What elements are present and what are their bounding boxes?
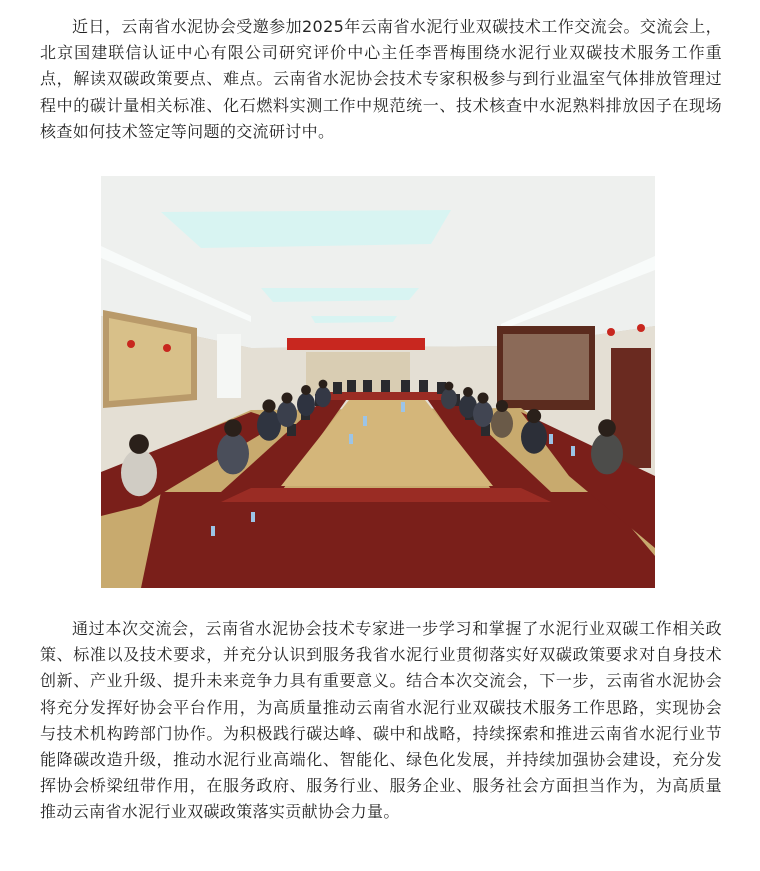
attendee-head: [496, 400, 508, 412]
water-bottle: [251, 512, 255, 522]
lantern: [607, 328, 615, 336]
attendee-head: [301, 385, 311, 395]
attendee: [217, 433, 249, 475]
article-body: [40, 0, 722, 145]
attendee: [521, 420, 547, 454]
lantern: [127, 340, 135, 348]
attendee: [441, 388, 457, 409]
attendee-head: [445, 382, 454, 391]
water-bottle: [401, 402, 405, 412]
attendee: [297, 393, 315, 416]
lantern: [163, 344, 171, 352]
red-banner: [287, 338, 425, 350]
attendee-head: [478, 393, 489, 404]
chair: [381, 380, 390, 392]
attendee-head: [319, 380, 328, 389]
display-cabinet-glass: [503, 334, 589, 400]
attendee-head: [282, 393, 293, 404]
article-body-continued: [40, 616, 722, 826]
water-bottle: [211, 526, 215, 536]
meeting-photo: [101, 176, 655, 588]
attendee: [315, 386, 331, 407]
attendee: [121, 449, 157, 496]
article-paragraph-summary: 通过本次交流会，云南省水泥协会技术专家进一步学习和掌握了水泥行业双碳工作相关政策、标准以及技术要求，并充分认识到服务我省水泥行业贯彻落实好双碳政策要求对自身技术创新、产业升级、提升未来竞争力具有重要意义。结合本次交流会，下一步，云南省水泥协会将充分发挥好协会平台作用，为高质量推动云南省水泥行业双碳技术服务工作思路，实现协会与技术机构跨部门协作。为积极践行碳达峰、碳中和战略，持续探索和推进云南省水泥行业节能降碳改造升级，推动水泥行业高端化、智能化、绿色化发展，并持续加强协会建设，充分发挥协会桥梁纽带作用，在服务政府、服务行业、服务企业、服务社会方面担当作为，为高质量推动云南省水泥行业双碳政策落实贡献协会力量。: [40, 619, 722, 822]
attendee: [473, 401, 493, 427]
conference-table-back: [327, 392, 449, 400]
chair: [419, 380, 428, 392]
attendee-head: [129, 434, 149, 454]
ceiling: [101, 176, 655, 348]
lantern: [637, 324, 645, 332]
meeting-photo-illustration: [101, 176, 655, 588]
water-bottle: [571, 446, 575, 456]
attendee-head: [224, 419, 242, 437]
article-paragraph-intro: 近日，云南省水泥协会受邀参加2025年云南省水泥行业双碳技术工作交流会。交流会上，北京国建联信认证中心有限公司研究评价中心主任李晋梅围绕水泥行业双碳技术服务工作重点，解读双碳政策要点、难点。云南省水泥协会技术专家积极参与到行业温室气体排放管理过程中的碳计量相关标准、化石燃料实测工作中规范统一、技术核查中水泥熟料排放因子在现场核查如何技术签定等问题的交流研讨中。: [40, 17, 722, 141]
water-bottle: [363, 416, 367, 426]
attendee-head: [463, 387, 473, 397]
ceiling-light-front: [161, 210, 451, 248]
ceiling-light-middle: [261, 288, 419, 302]
water-bottle: [549, 434, 553, 444]
attendee: [591, 433, 623, 475]
conference-table-front-top: [221, 488, 551, 502]
left-window: [217, 334, 241, 398]
chair: [401, 380, 410, 392]
attendee: [277, 401, 297, 427]
attendee-head: [598, 419, 616, 437]
chair: [347, 380, 356, 392]
chair: [333, 382, 342, 394]
attendee-head: [527, 409, 541, 423]
conference-table-front: [141, 492, 655, 588]
attendee-head: [262, 399, 275, 412]
chair: [363, 380, 372, 392]
water-bottle: [349, 434, 353, 444]
attendee: [491, 409, 513, 438]
ceiling-light-back: [311, 316, 397, 323]
